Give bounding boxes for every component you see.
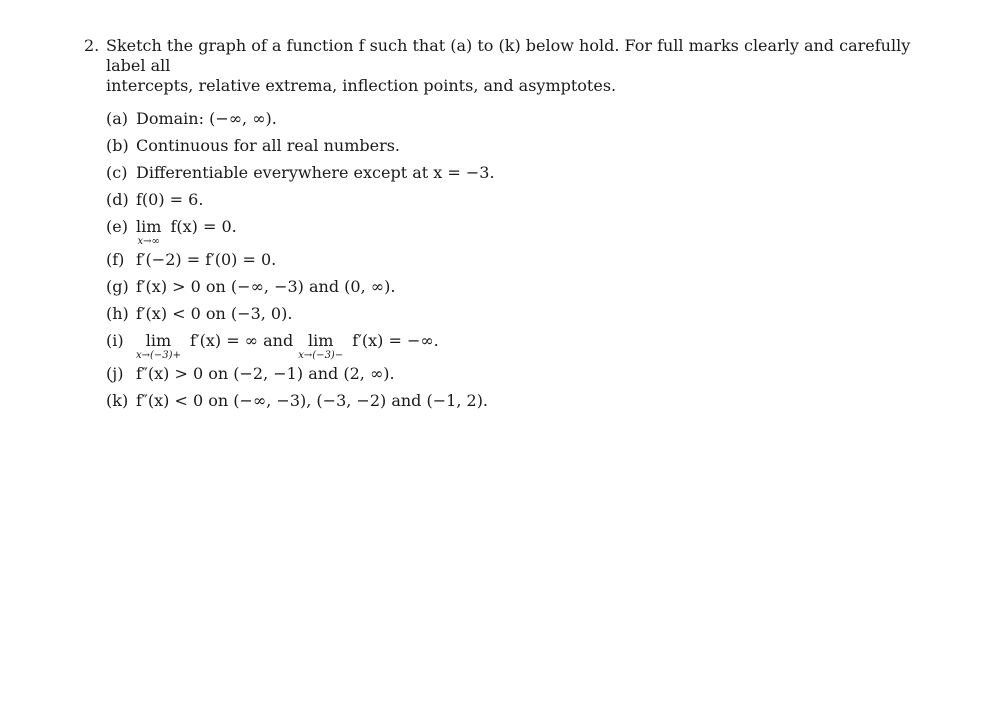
condition-text: Continuous for all real numbers.	[136, 136, 401, 155]
limit-expression-left	[298, 331, 343, 361]
condition-text: f″(x) > 0 on (−2, −1) and (2, ∞).	[136, 364, 395, 383]
condition-text: Domain: (−∞, ∞).	[136, 109, 277, 128]
condition-c	[106, 163, 966, 190]
condition-label: (j)	[106, 364, 124, 383]
problem-2	[84, 36, 944, 418]
condition-label: (e)	[106, 217, 128, 236]
condition-label: (a)	[106, 109, 129, 128]
condition-text	[136, 331, 439, 361]
condition-label: (h)	[106, 304, 129, 323]
lim-word: lim	[145, 331, 172, 350]
condition-label: (g)	[106, 277, 129, 296]
lim-word: lim	[136, 217, 162, 236]
condition-text: Differentiable everywhere except at x = −3.	[136, 163, 495, 182]
condition-i	[106, 331, 966, 364]
limit-expression-right	[136, 331, 181, 361]
condition-g	[106, 277, 966, 304]
condition-label: (i)	[106, 331, 124, 350]
lim-word: lim	[308, 331, 334, 350]
condition-text: f″(x) < 0 on (−∞, −3), (−3, −2) and (−1, 2).	[136, 391, 489, 410]
condition-text: f′(x) < 0 on (−3, 0).	[136, 304, 293, 323]
condition-label: (d)	[106, 190, 129, 209]
problem-number: 2.	[84, 36, 100, 55]
condition-e	[106, 217, 966, 250]
lim-subscript: x→(−3)+	[136, 350, 181, 361]
condition-label: (k)	[106, 391, 129, 410]
condition-h	[106, 304, 966, 331]
condition-k	[106, 391, 966, 418]
condition-label: (f)	[106, 250, 125, 269]
limit-result: f′(x) = −∞.	[347, 331, 439, 350]
lim-subscript: x→(−3)−	[298, 350, 344, 361]
condition-d	[106, 190, 966, 217]
condition-text: f′(−2) = f′(0) = 0.	[136, 250, 277, 269]
condition-b	[106, 136, 966, 163]
problem-intro	[84, 36, 944, 96]
lim-subscript: x→∞	[137, 236, 160, 247]
condition-label: (c)	[106, 163, 128, 182]
limit-middle-text: f′(x) = ∞ and	[184, 331, 299, 350]
condition-text: f(0) = 6.	[136, 190, 204, 209]
condition-label: (b)	[106, 136, 129, 155]
condition-text	[136, 217, 237, 247]
intro-line-2: intercepts, relative extrema, inflection points, and asymptotes.	[106, 76, 617, 95]
intro-line-1: Sketch the graph of a function f such that (a) to (k) below hold. For full marks clearly and carefully label all	[106, 36, 911, 75]
limit-expression	[136, 217, 161, 247]
condition-f	[106, 250, 966, 277]
condition-text: f′(x) > 0 on (−∞, −3) and (0, ∞).	[136, 277, 396, 296]
problem-statement	[106, 36, 944, 96]
condition-j	[106, 364, 966, 391]
condition-list	[106, 109, 966, 418]
condition-a	[106, 109, 966, 136]
limit-result: f(x) = 0.	[165, 217, 237, 236]
